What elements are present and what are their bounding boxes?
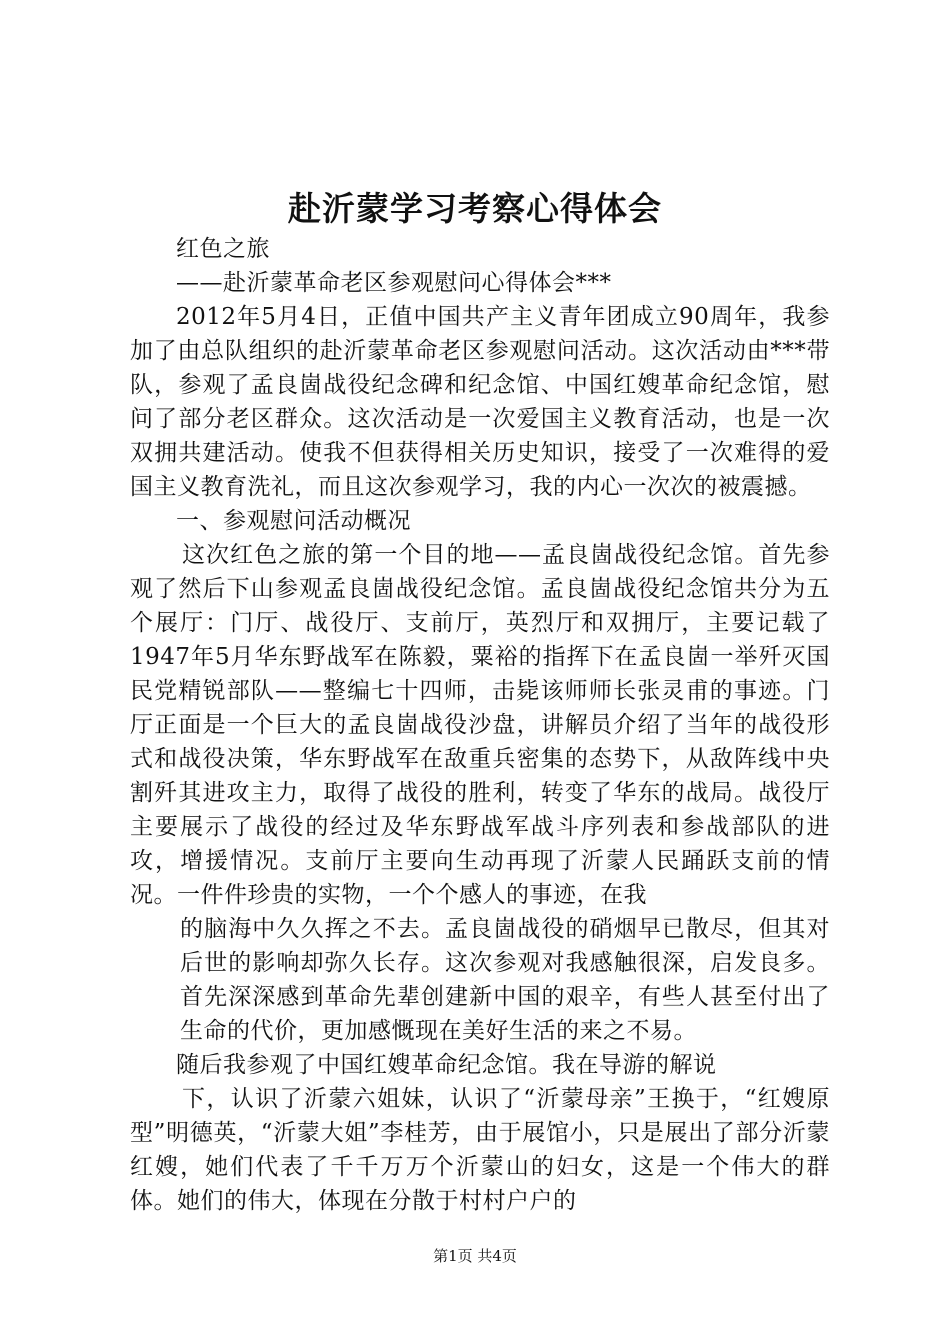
document-title: 赴沂蒙学习考察心得体会 [288,189,662,228]
document-body [130,232,830,1218]
paragraph-red-sisters: 下，认识了沂蒙六姐妹，认识了“沂蒙母亲”王换于，“红嫂原型”明德英，“沂蒙大姐”李桂芳，由于展馆小，只是展出了部分沂蒙红嫂，她们代表了千千万万个沂蒙山的妇女，这是一个伟大的群体。她们的伟大，体现在分散于村村户户的 [130,1086,830,1214]
section-heading: 一、参观慰问活动概况 [176,508,411,534]
page-number: 第1页 共4页 [433,1247,517,1265]
paragraph-intro: 2012年5月4日，正值中国共产主义青年团成立90周年，我参加了由总队组织的赴沂蒙革命老区参观慰问活动。这次活动由***带队，参观了孟良崮战役纪念碑和纪念馆、中国红嫂革命纪念馆，慰问了部分老区群众。这次活动是一次爱国主义教育活动，也是一次双拥共建活动。使我不但获得相关历史知识，接受了一次难得的爱国主义教育洗礼，而且这次参观学习，我的内心一次次的被震撼。 [130,304,830,500]
paragraph-subheading: ——赴沂蒙革命老区参观慰问心得体会*** [176,270,612,296]
paragraph-subtitle: 红色之旅 [176,236,270,262]
paragraph-museum-visit: 这次红色之旅的第一个目的地——孟良崮战役纪念馆。首先参观了然后下山参观孟良崮战役纪念馆。孟良崮战役纪念馆共分为五个展厅：门厅、战役厅、支前厅，英烈厅和双拥厅，主要记载了1947年5月华东野战军在陈毅，粟裕的指挥下在孟良崮一举歼灭国民党精锐部队——整编七十四师，击毙该师师长张灵甫的事迹。门厅正面是一个巨大的孟良崮战役沙盘，讲解员介绍了当年的战役形式和战役决策，华东野战军在敌重兵密集的态势下，从敌阵线中央割歼其进攻主力，取得了战役的胜利，转变了华东的战局。战役厅主要展示了战役的经过及华东野战军战斗序列表和参战部队的进攻，增援情况。支前厅主要向生动再现了沂蒙人民踊跃支前的情况。一件件珍贵的实物，一个个感人的事迹，在我 [130,542,830,908]
paragraph-red-sister-intro: 随后我参观了中国红嫂革命纪念馆。我在导游的解说 [176,1052,717,1078]
paragraph-reflection: 的脑海中久久挥之不去。孟良崮战役的硝烟早已散尽，但其对后世的影响却弥久长存。这次参观对我感触很深，启发良多。首先深深感到革命先辈创建新中国的艰辛，有些人甚至付出了生命的代价，更加感慨现在美好生活的来之不易。 [180,916,830,1044]
